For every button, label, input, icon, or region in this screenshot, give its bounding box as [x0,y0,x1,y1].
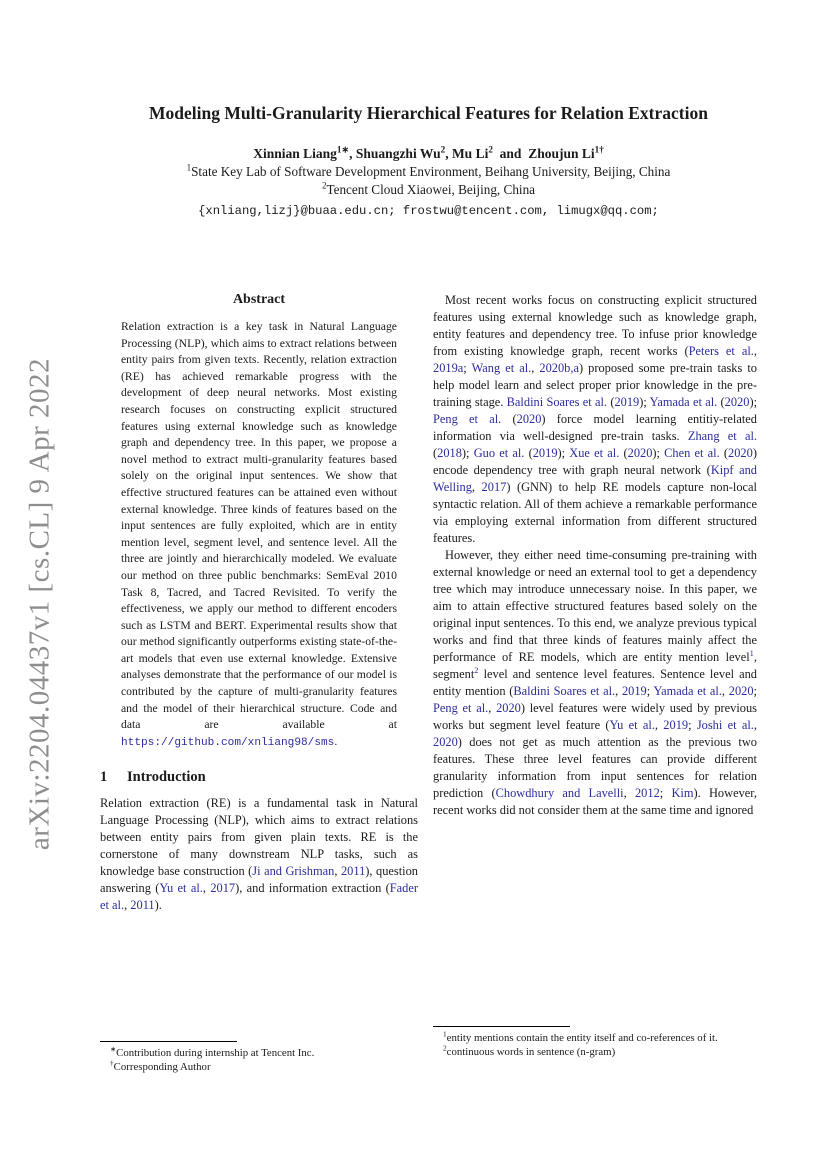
text-run: , [471,480,482,494]
footnotes-left [100,1041,418,1075]
citation-link[interactable]: Peters et al. [688,344,754,358]
right-column [433,292,757,1022]
text-run: ( [719,446,729,460]
paper-title: Modeling Multi-Granularity Hierarchical Features for Relation Extraction [149,103,708,123]
citation-link[interactable]: Yamada et al. [653,684,722,698]
text-run: ). [154,898,162,913]
text-run: continuous words in sentence (n-gram) [446,1045,616,1058]
text-run: ; [688,718,697,732]
text-run: Contribution during internship at Tencent Inc. [116,1047,315,1059]
text-run: ; [659,786,672,800]
abstract-heading: Abstract [232,292,286,307]
text-run: ( [433,446,438,460]
code-url-link[interactable]: https://github.com/xnliang98/sms [121,736,335,749]
text-run: , [445,146,452,161]
text-run: ); [557,446,570,460]
text-run: 1 [186,162,192,173]
body-paragraph-2 [433,547,757,819]
text-run: Mu Li [451,146,489,161]
citation-link[interactable]: 2019 [663,718,689,732]
text-run: ( [501,412,517,426]
text-run: 1∗ [336,144,350,155]
text-run: entity mentions contain the entity itself and co-references of it. [446,1032,718,1044]
citation-link[interactable]: 2017 [210,881,236,896]
citation-link[interactable]: 2011 [130,898,155,913]
text-run: ( [607,395,615,409]
paper-header [100,102,757,218]
citation-link[interactable]: 2020 [724,395,750,409]
author-line [100,146,757,162]
section-number: 1 [100,769,108,786]
citation-link[interactable]: 2020 [728,446,753,460]
text-run: ). However, recent works did not consider them at the same time and ignored [433,786,757,817]
text-run: Zhoujun Li [528,146,595,161]
text-run: ( [717,395,725,409]
footnote-ref-2[interactable]: 2 [474,664,479,675]
section-title: Introduction [127,769,206,786]
section-1-heading [100,769,418,786]
citation-link[interactable]: Wang et al. [471,361,532,375]
intro-paragraph [100,795,418,914]
text-run: and [492,146,529,161]
affiliation-2 [100,182,757,198]
text-run: 2 [321,180,327,191]
text-run: ) proposed some pre-train tasks to help model learn and select proper prior knowledge in the pre-training stage. [433,361,757,409]
text-run: ) force model learning entitiy-related information via well-designed pre-train tasks. [433,412,757,443]
footnote-entity-mentions [433,1029,757,1046]
text-run: Relation extraction is a key task in Natural Language Processing (NLP), which aims to extract relations between entity pairs from given texts. Recently, relation extraction (RE) has achieved remarkable progress with the development of deep neural networks. Most existing research focuses on constructing explicit structured features using external knowledge such as knowledge graph and dependency tree. In this paper, we propose a novel method to extract multi-granularity features based solely on the original input sentences. We show that effective structured features can be attained even without external knowledge. Three kinds of features based on the input sentences are fully exploited, which are in entity mention level, segment level, and sentence level. All the three are jointly and hierarchically modeled. We evaluate our method on three public benchmarks: SemEval 2010 Task 8, Tacred, and Tacred Revisited. To verify the effectiveness, we apply our method to different encoders such as LSTM and BERT. Experimental results show that our method significantly outperforms existing state-of-the-art models that even use external knowledge. Extensive analyses demonstrate that the performance of our model is contributed by the capture of multi-granularity features and the model of their hierarchical structure. Code and data are available at [121,320,397,732]
text-run: , [753,718,757,732]
text-run: 2 [440,144,446,155]
text-run: 2 [443,1043,447,1053]
text-run: level and sentence level features. Sentence level and entity mention ( [433,667,757,698]
footnote-continuous-words [433,1043,757,1060]
citation-link[interactable]: 2019 [621,684,647,698]
text-run: ∗ [110,1044,117,1054]
citation-link[interactable]: Ji and Grishman [252,864,335,879]
footnote-corresponding-author [100,1058,418,1075]
arxiv-stamp: arXiv:2204.04437v1 [cs.CL] 9 Apr 2022 [23,357,56,851]
citation-link[interactable]: 2020 [516,412,542,426]
citation-link[interactable]: Baldini Soares et al. [513,684,616,698]
citation-link[interactable]: 2018 [437,446,462,460]
text-run: ); [639,395,650,409]
text-run: , [654,718,664,732]
citation-link[interactable]: Baldini Soares et al. [506,395,608,409]
text-run: , [531,361,540,375]
citation-link[interactable]: Yu et al. [159,881,203,896]
citation-link[interactable]: Zhang et al. [687,429,757,443]
text-run: , [488,701,497,715]
text-run: ) level features were widely used by previous works but segment level feature ( [433,701,757,732]
citation-link[interactable]: 2020 [627,446,653,460]
citation-link[interactable]: 2020 [728,684,754,698]
text-run: ; [753,684,757,698]
footnote-rule-right [433,1026,570,1027]
citation-link[interactable]: 2020 [433,735,458,749]
citation-link[interactable]: 2017 [481,480,507,494]
text-run: , [615,684,622,698]
citation-link[interactable]: 2019 [614,395,640,409]
citation-link[interactable]: 2011 [340,864,366,879]
citation-link[interactable]: Yu et al. [609,718,655,732]
text-run: ; [463,361,472,375]
text-run: ( [524,446,533,460]
citation-link[interactable]: Chowdhury and Lavelli [495,786,624,800]
citation-link[interactable]: Xue et al. [569,446,620,460]
text-run: ; [646,684,654,698]
text-run: ( [619,446,628,460]
text-run: ), and information extraction ( [235,881,390,896]
text-run: Xinnian Liang [253,146,337,161]
citation-link[interactable]: Fader et al. [100,881,418,913]
text-run: 1 [443,1029,447,1039]
citation-link[interactable]: 2020 [496,701,521,715]
citation-link[interactable]: Yamada et al. [649,395,718,409]
citation-link[interactable]: Peng et al. [433,701,489,715]
citation-link[interactable]: 2019 [532,446,558,460]
citation-link[interactable]: Peng et al. [433,412,502,426]
citation-link[interactable]: 2020b,a [539,361,579,375]
footnote-contribution [100,1044,418,1061]
text-run: , [202,881,211,896]
text-run: ) encode dependency tree with graph neural network ( [433,446,757,477]
text-run: 1† [594,144,604,155]
text-run: Corresponding Author [113,1060,211,1073]
text-run: , segment [433,650,757,681]
text-run: Most recent works focus on constructing explicit structured features using external knowledge such as knowledge graph, entity features and dependency tree. To infuse prior knowledge from existing knowledge graph, recent works ( [433,293,757,358]
text-run: , [334,864,341,879]
text-run: Shuangzhi Wu [355,146,441,161]
text-run: ), question answering ( [100,864,418,896]
text-run: , [349,146,356,161]
author-emails: {xnliang,lizj}@buaa.edu.cn; frostwu@tencent.com, limugx@qq.com; [198,204,659,218]
citation-link[interactable]: Kipf and Welling [433,463,757,494]
text-run: ); [461,446,474,460]
text-run: , [623,786,635,800]
citation-link[interactable]: Kim [671,786,694,800]
text-run: 2 [488,144,493,155]
text-run: State Key Lab of Software Development Environment, Beihang University, Beijing, China [191,164,671,179]
text-run: ) (GNN) to help RE models capture non-local syntactic relation. All of them achieve a remarkable performance via employing external information from different structured features. [433,480,757,545]
text-run: . [334,734,338,748]
text-run: ) does not get as much attention as the previous two features. These three level features can provide different granularity information from input sentences for relation prediction ( [433,735,757,800]
citation-link[interactable]: 2012 [634,786,660,800]
citation-link[interactable]: Joshi et al. [696,718,754,732]
text-run: Tencent Cloud Xiaowei, Beijing, China [326,182,536,197]
abstract-text [121,319,397,751]
footnote-rule-left [100,1041,237,1042]
body-paragraph-1 [433,292,757,547]
citation-link[interactable]: Chen et al. [664,446,720,460]
text-run: ); [749,395,757,409]
text-run: † [110,1058,114,1068]
citation-link[interactable]: Guo et al. [473,446,525,460]
text-run: However, they either need time-consuming pre-training with external knowledge or need an external tool to get a dependency tree which may introduce unnecessary noise. In this paper, we aim to attain effective structured features based solely on the original input sentences. To this end, we analyze previous typical works and find that three kinds of features mainly affect the performance of RE models, which are entity mention level [433,548,757,664]
footnotes-right [433,1026,757,1060]
text-run: , [124,898,131,913]
left-column [100,292,418,1048]
text-run: , [753,344,757,358]
affiliation-1 [100,164,757,180]
citation-link[interactable]: 2019a [433,361,464,375]
text-run: ); [652,446,665,460]
text-run: Relation extraction (RE) is a fundamental task in Natural Language Processing (NLP), which aims to extract relations between entity pairs from given plain texts. RE is the cornerstone of many downstream NLP tasks, such as knowledge base construction ( [100,796,418,879]
text-run: , [721,684,729,698]
footnote-ref-1[interactable]: 1 [749,647,754,658]
